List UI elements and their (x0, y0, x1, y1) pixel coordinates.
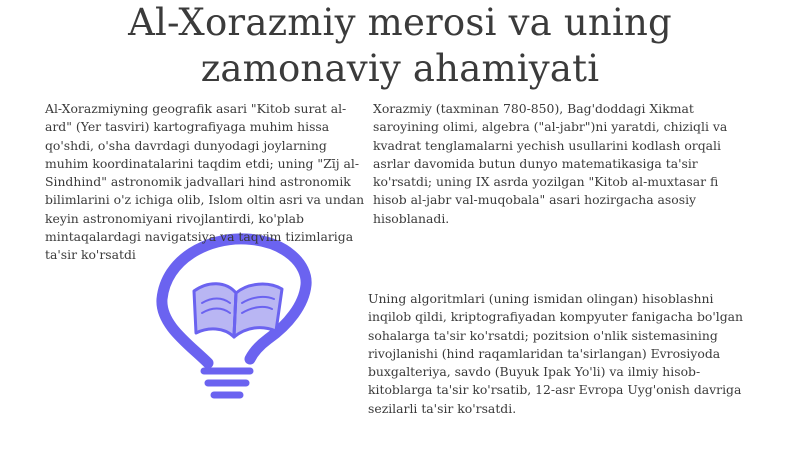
algebra-paragraph: Xorazmiy (taxminan 780-850), Bag'doddagi Xikmat saroyining olimi, algebra ("al-jabr")ni yaratdi, chiziqli va kvadrat tenglamalarni yechish usullarini kodlash orqali asrlar davomida butun dunyo matematikasiga ta'sir ko'rsatdi; uning IX asrda yozilgan "Kitob al-muxtasar fi hisob al-jabr val-muqobala" asari hozirgacha asosiy hisoblanadi. (373, 101, 728, 226)
book-left-page (194, 284, 236, 337)
geography-paragraph: Al-Xorazmiyning geografik asari "Kitob surat al-ard" (Yer tasviri) kartografiyaga muhim hissa qo'shdi, o'sha davrdagi dunyodagi joylarning muhim koordinatalarini taqdim etdi; uning "Zīj al-Sindhind" astronomik jadvallari hind astronomik bilimlarini o'z ichiga olib, Islom oltin asri va undan keyin astronomiyani rivojlantirdi, ko'plab mintaqalardagi navigatsiya va taqvim tizimlariga ta'sir ko'rsatdi (45, 101, 365, 263)
book-right-page (234, 284, 282, 337)
algorithms-paragraph: Uning algoritmlari (uning ismidan olingan) hisoblashni inqilob qildi, kriptografiyadan kompyuter fanigacha bo'lgan sohalarga ta'sir ko'rsatdi; pozitsion o'nlik sistemasining rivojlanishi (hind raqamlaridan ta'sirlangan) Evrosiyoda buxgalteriya, savdo (Buyuk Ipak Yo'li) va ilmiy hisob-kitoblarga ta'sir ko'rsatib, 12-asr Evropa Uyg'onish davriga sezilarli ta'sir ko'rsatdi. (368, 291, 743, 416)
page-title (0, 0, 800, 92)
page-title-line-2: zamonaviy ahamiyati (200, 47, 600, 90)
page-title-line-1: Al-Xorazmiy merosi va uning (128, 1, 672, 44)
book-spine (234, 293, 236, 337)
